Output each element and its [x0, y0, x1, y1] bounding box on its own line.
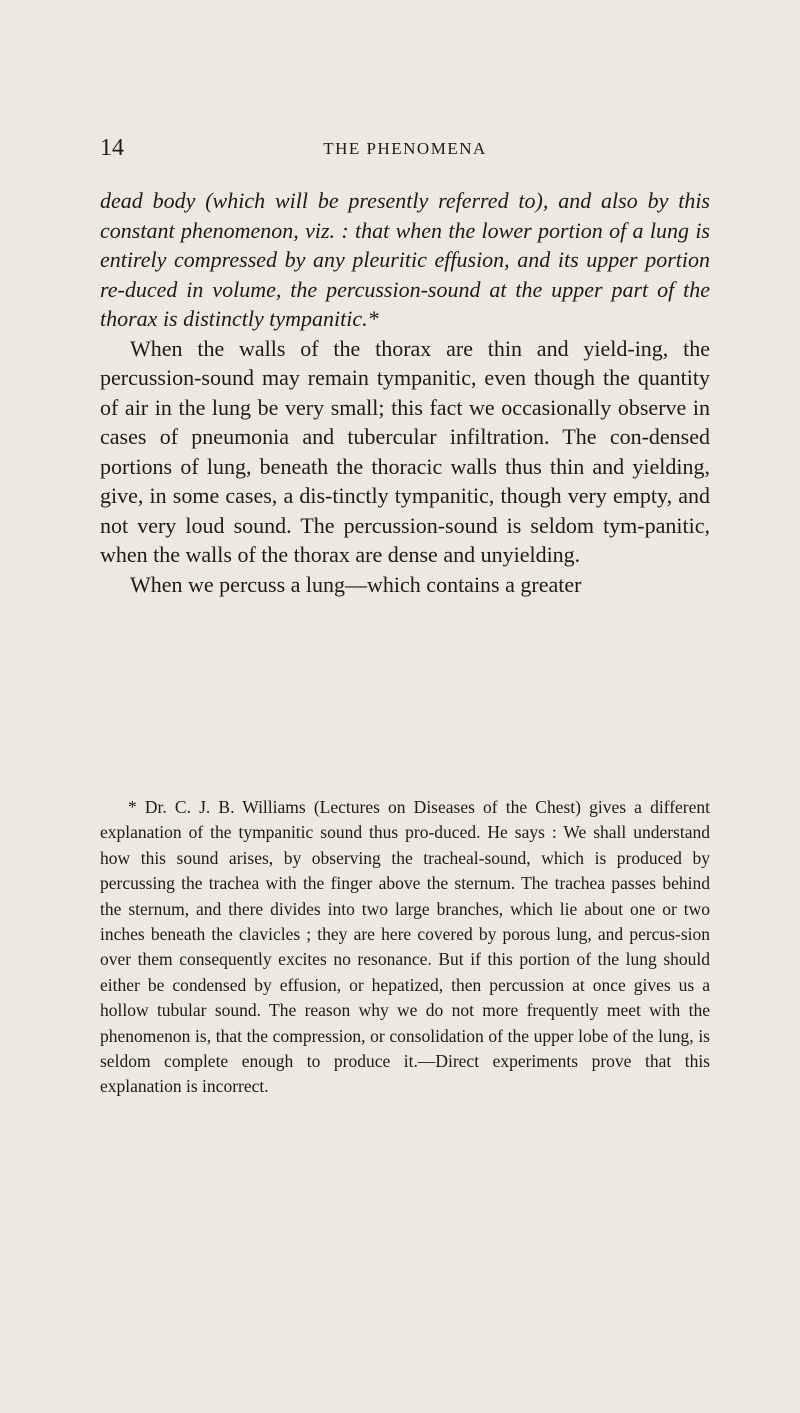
paragraph-italic-continuation: dead body (which will be presently referred to), and also by this constant phenomenon, viz. : that when the lower portion of a lung is entirely compressed by any pleuritic effusion, and its upper portion re-duced in volume, the percussion-sound at the upper part of the thorax is distinctly tympanitic.*	[100, 188, 710, 331]
paragraph-thoracic-walls: When the walls of the thorax are thin and yield-ing, the percussion-sound may remain tympanitic, even though the quantity of air in the lung be very small; this fact we occasionally observe in cases of pneumonia and tubercular infiltration. The con-densed portions of lung, beneath the thoracic walls thus thin and yielding, give, in some cases, a dis-tinctly tympanitic, though very empty, and not very loud sound. The percussion-sound is seldom tym-panitic, when the walls of the thorax are dense and unyielding.	[100, 335, 710, 567]
footnote: * Dr. C. J. B. Williams (Lectures on Diseases of the Chest) gives a different explanation of the tympanitic sound thus pro-duced. He says : We shall understand how this sound arises, by observing the tracheal-sound, which is produced by percussing the trachea with the finger above the sternum. The trachea passes behind the sternum, and there divides into two large branches, which lie about one or two inches beneath the clavicles ; they are here covered by porous lung, and percus-sion over them consequently excites no resonance. But if this portion of the lung should either be condensed by effusion, or hepatized, then percussion at once gives us a hollow tubular sound. The reason why we do not more frequently meet with the phenomenon is, that the compression, or consolidation of the upper lobe of the lung, is seldom complete enough to produce it.—Direct experiments prove that this explanation is incorrect.	[100, 797, 710, 1097]
page-number: 14	[100, 135, 124, 161]
running-title: THE PHENOMENA	[323, 139, 487, 158]
paragraph-percussion: When we percuss a lung—which contains a greater	[130, 571, 582, 597]
main-text	[100, 186, 710, 599]
running-head	[100, 135, 710, 169]
